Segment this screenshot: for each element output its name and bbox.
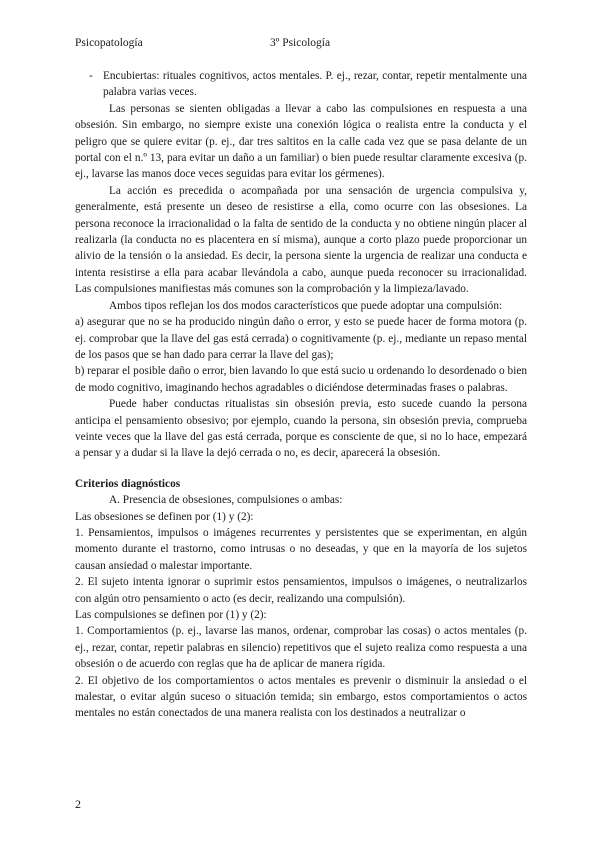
- list-item-a: a) asegurar que no se ha producido ningún daño o error, y esto se puede hacer de forma motora (p. ej. comprobar que la llave del gas está cerrada) o cognitivamente (p. ej., mediante un repaso mental de los pasos que se han dado para cerrar la llave del gas);: [75, 316, 527, 361]
- obsession-criterion-1: 1. Pensamientos, impulsos o imágenes recurrentes y persistentes que se experimentan, en algún momento durante el trastorno, como intrusas o no deseadas, y que en la mayoría de los sujetos causan ansiedad o malestar importante.: [75, 526, 527, 572]
- paragraph-urgency: La acción es precedida o acompañada por una sensación de urgencia compulsiva y, generalmente, está presente un deseo de resistirse a ella, como ocurre con las obsesiones. La persona reconoce la irracionalidad o la falta de sentido de la conducta y no obtiene ningún placer al realizarla (la conducta no es placentera en sí misma), aunque a corto plazo puede proporcionar un alivio de la tensión o la ansiedad. Es decir, la persona siente la urgencia de realizar una conducta e intenta resistirse a ella para acabar llevándola a cabo, aunque pueda reconocer su irracionalidad. Las compulsiones manifiestas más comunes son la comprobación y la limpieza/lavado.: [75, 184, 527, 296]
- bullet-dash: -: [89, 70, 93, 82]
- obsession-criterion-2: 2. El sujeto intenta ignorar o suprimir estos pensamientos, impulsos o imágenes, o neutralizarlos con algún otro pensamiento o acto (es decir, realizando una compulsión).: [75, 576, 527, 605]
- paragraph-ritualistic: Puede haber conductas ritualistas sin obsesión previa, esto sucede cuando la persona anticipa el pensamiento obsesivo; por ejemplo, cuando la persona, sin obsesión previa, comprueba veinte veces que la llave del gas está cerrada, porque es consciente de que, si no lo hace, empezará a pensar y a dudar si la llave la dejó cerrada o no, es decir, aparecerá la obsesión.: [75, 398, 527, 460]
- document-body: [75, 68, 527, 722]
- paragraph-obligation: Las personas se sienten obligadas a llevar a cabo las compulsiones en respuesta a una obsesión. Sin embargo, no siempre existe una conexión lógica o realista entre la conducta y el peligro que se quiere evitar (p. ej., dar tres saltitos en la calle cada vez que se pasa delante de un portal con el n.º 13, para evitar un daño a un familiar) o bien puede resultar claramente excesiva (p. ej., lavarse las manos doce veces seguidas para evitar los gérmenes).: [75, 102, 527, 181]
- page-header: [75, 37, 525, 53]
- page-number: 2: [75, 797, 81, 811]
- section-title: Criterios diagnósticos: [75, 477, 181, 490]
- compulsions-intro: Las compulsiones se definen por (1) y (2):: [75, 609, 267, 621]
- criterion-a: A. Presencia de obsesiones, compulsiones o ambas:: [109, 494, 343, 507]
- compulsion-criterion-1: 1. Comportamientos (p. ej., lavarse las manos, ordenar, comprobar las cosas) o actos mentales (p. ej., rezar, contar, repetir palabras en silencio) repetitivos que el sujeto realiza como respuesta a una obsesión o de acuerdo con reglas que ha de aplicar de manera rígida.: [75, 625, 527, 671]
- obsessions-intro: Las obsesiones se definen por (1) y (2):: [75, 510, 254, 523]
- paragraph-two-modes: Ambos tipos reflejan los dos modos característicos que puede adoptar una compulsión:: [109, 299, 503, 312]
- compulsion-criterion-2: 2. El objetivo de los comportamientos o actos mentales es prevenir o disminuir la ansiedad o el malestar, o evitar algún suceso o situación temida; sin embargo, estos comportamientos o actos mentales no están conectados de una manera realista con los destinados a neutralizar o: [75, 674, 527, 720]
- header-subject: Psicopatología: [75, 37, 143, 49]
- list-item-b: b) reparar el posible daño o error, bien lavando lo que está sucio u ordenando lo desordenado o bien de modo cognitivo, imaginando hechos agradables o diciéndose determinadas frases o palabras.: [75, 365, 527, 394]
- list-item-text: Encubiertas: rituales cognitivos, actos mentales. P. ej., rezar, contar, repetir mentalmente una palabra varias veces.: [103, 70, 527, 99]
- header-course: 3º Psicología: [270, 37, 331, 49]
- list-item-covert: [89, 68, 527, 101]
